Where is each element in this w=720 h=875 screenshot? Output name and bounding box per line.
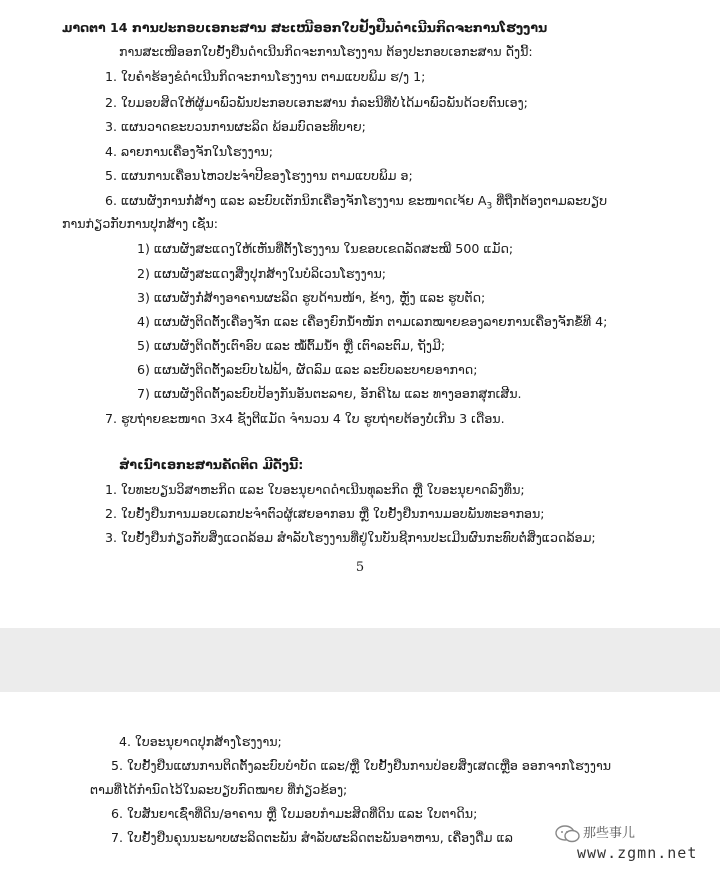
sub-item: 7) ແຜນຜັງຕິດຕັ້ງລະບົບປ້ອງກັນອັນຕະລາຍ, ອັກຄີໄພ ແລະ ທາງອອກສຸກເສີນ. [137, 386, 522, 401]
sub-item: 4) ແຜນຜັງຕິດຕັ້ງເຄື່ອງຈັກ ແລະ ເຄື່ອງຍົກນ້ຳໜັກ ຕາມເລກໝາຍຂອງລາຍການເຄື່ອງຈັກຂໍ້ທີ 4; [137, 314, 608, 329]
list-item: 7. ຮູບຖ່າຍຂະໜາດ 3x4 ຊັງຕີແມັດ ຈຳນວນ 4 ໃບ ຮູບຖ່າຍຕ້ອງບໍ່ເກີນ 3 ເດືອນ. [105, 411, 505, 426]
intro-text: ການສະເໜີອອກໃບຢັ້ງຢືນດຳເນີນກິດຈະການໂຮງງານ ຕ້ອງປະກອບເອກະສານ ດັ່ງນີ້: [119, 44, 533, 59]
copies-item: 3. ໃບຢັ້ງຢືນກ່ຽວກັບສິ່ງແວດລ້ອມ ສຳລັບໂຮງງານທີ່ຢູ່ໃນບັນຊີການປະເມີນຜົນກະທົບຕໍ່ສິ່ງແວດລ້ອມ; [105, 530, 596, 545]
copies-item: 4. ໃບອະນຸຍາດປຸກສ້າງໂຮງງານ; [119, 734, 282, 749]
list-item-6-text: 6. ແຜນຜັງການກໍ່ສ້າງ ແລະ ລະບົບເຕັກນິກເຄື່ອງຈັກໂຮງງານ ຂະໜາດເຈ້ຍ A [105, 193, 487, 208]
list-item: 4. ລາຍການເຄື່ອງຈັກໃນໂຮງງານ; [105, 144, 274, 159]
watermark [555, 820, 715, 868]
copies-heading: ສຳເນົາເອກະສານຄັດຕິດ ມີດັ່ງນີ້: [119, 457, 304, 472]
watermark-title: 那些事儿 [583, 826, 636, 841]
list-item-6 [105, 193, 607, 215]
copies-item: 5. ໃບຢັ້ງຢືນແຜນການຕິດຕັ້ງລະບົບບຳບັດ ແລະ/ຫຼື ໃບຢັ້ງຢືນການປ່ອຍສິ່ງເສດເຫຼືອ ອອກຈາກໂຮງງານ [111, 758, 612, 773]
copies-item: 7. ໃບຢັ້ງຢືນຄຸນນະພາບຜະລິດຕະພັນ ສຳລັບຜະລິດຕະພັນອາຫານ, ເຄື່ອງດື່ມ ແລ [111, 830, 513, 845]
copies-item: 6. ໃບສັນຍາເຊົ່າທີ່ດິນ/ອາຄານ ຫຼື ໃບມອບກຳມະສິດທີ່ດິນ ແລະ ໃບຕາດິນ; [111, 806, 478, 821]
list-item: 3. ແຜນວາດຂະບວນການຜະລິດ ພ້ອມບົດອະທິບາຍ; [105, 119, 366, 134]
list-item: 5. ແຜນການເຄື່ອນໄຫວປະຈຳປີຂອງໂຮງງານ ຕາມແບບພິມ ອ; [105, 168, 413, 183]
list-item: 2. ໃບມອບສິດໃຫ້ຜູ້ມາພົວພັນປະກອບເອກະສານ ກໍລະນີທີ່ບໍ່ໄດ້ມາພົວພັນດ້ວຍຕົນເອງ; [105, 95, 528, 110]
list-item-6-continuation: ການກ່ຽວກັບການປຸກສ້າງ ເຊັ່ນ: [62, 216, 219, 231]
list-item: 1. ໃບຄຳຮ້ອງຂໍດຳເນີນກິດຈະການໂຮງງານ ຕາມແບບພິມ ຮ/ງ 1; [105, 69, 426, 84]
sub-item: 5) ແຜນຜັງຕິດຕັ້ງເຕົາອົບ ແລະ ໝໍ້ຕົ້ມນ້ຳ ຫຼື ເຕົາລະຕົມ, ຖັງມີ; [137, 338, 446, 353]
page-number: 5 [355, 560, 365, 575]
copies-item-continuation: ຕາມທີ່ໄດ້ກຳນົດໄວ້ໃນລະບຽບກົດໝາຍ ທີ່ກ່ຽວຂ້ອງ; [90, 782, 348, 797]
subscript: 3 [486, 201, 493, 212]
page-separator [0, 628, 720, 692]
watermark-url: www.zgmn.net [577, 844, 698, 862]
sub-item: 3) ແຜນຜັງກໍ່ສ້າງອາຄານຜະລິດ ຮູບດ້ານໜ້າ, ຂ້າງ, ຫຼັງ ແລະ ຮູບຕັດ; [137, 290, 486, 305]
copies-item: 1. ໃບທະບຽນວິສາຫະກິດ ແລະ ໃບອະນຸຍາດດຳເນີນທຸລະກິດ ຫຼື ໃບອະນຸຍາດລົງທຶນ; [105, 482, 525, 497]
list-item-6-tail: ທີ່ຖືກຕ້ອງຕາມລະບຽບ [492, 193, 608, 208]
sub-item: 2) ແຜນຜັງສະແດງສິ່ງປຸກສ້າງໃນບໍລິເວນໂຮງງານ; [137, 266, 387, 281]
sub-item: 6) ແຜນຜັງຕິດຕັ້ງລະບົບໄຟຟ້າ, ຜັດລົມ ແລະ ລະບົບລະບາຍອາກາດ; [137, 362, 478, 377]
copies-item: 2. ໃບຢັ້ງຢືນການມອບເລກປະຈຳຕົວຜູ້ເສຍອາກອນ ຫຼື ໃບຢັ້ງຢືນການມອບພັນທະອາກອນ; [105, 506, 545, 521]
sub-item: 1) ແຜນຜັງສະແດງໃຫ້ເຫັນທີ່ຕັ້ງໂຮງງານ ໃນຂອບເຂດລັດສະໝີ 500 ແມັດ; [137, 241, 514, 256]
article-heading: ມາດຕາ 14 ການປະກອບເອກະສານ ສະເໜີອອກໃບຢັ້ງຢືນດຳເນີນກິດຈະການໂຮງງານ [62, 20, 548, 35]
wechat-logo-icon [555, 824, 581, 844]
